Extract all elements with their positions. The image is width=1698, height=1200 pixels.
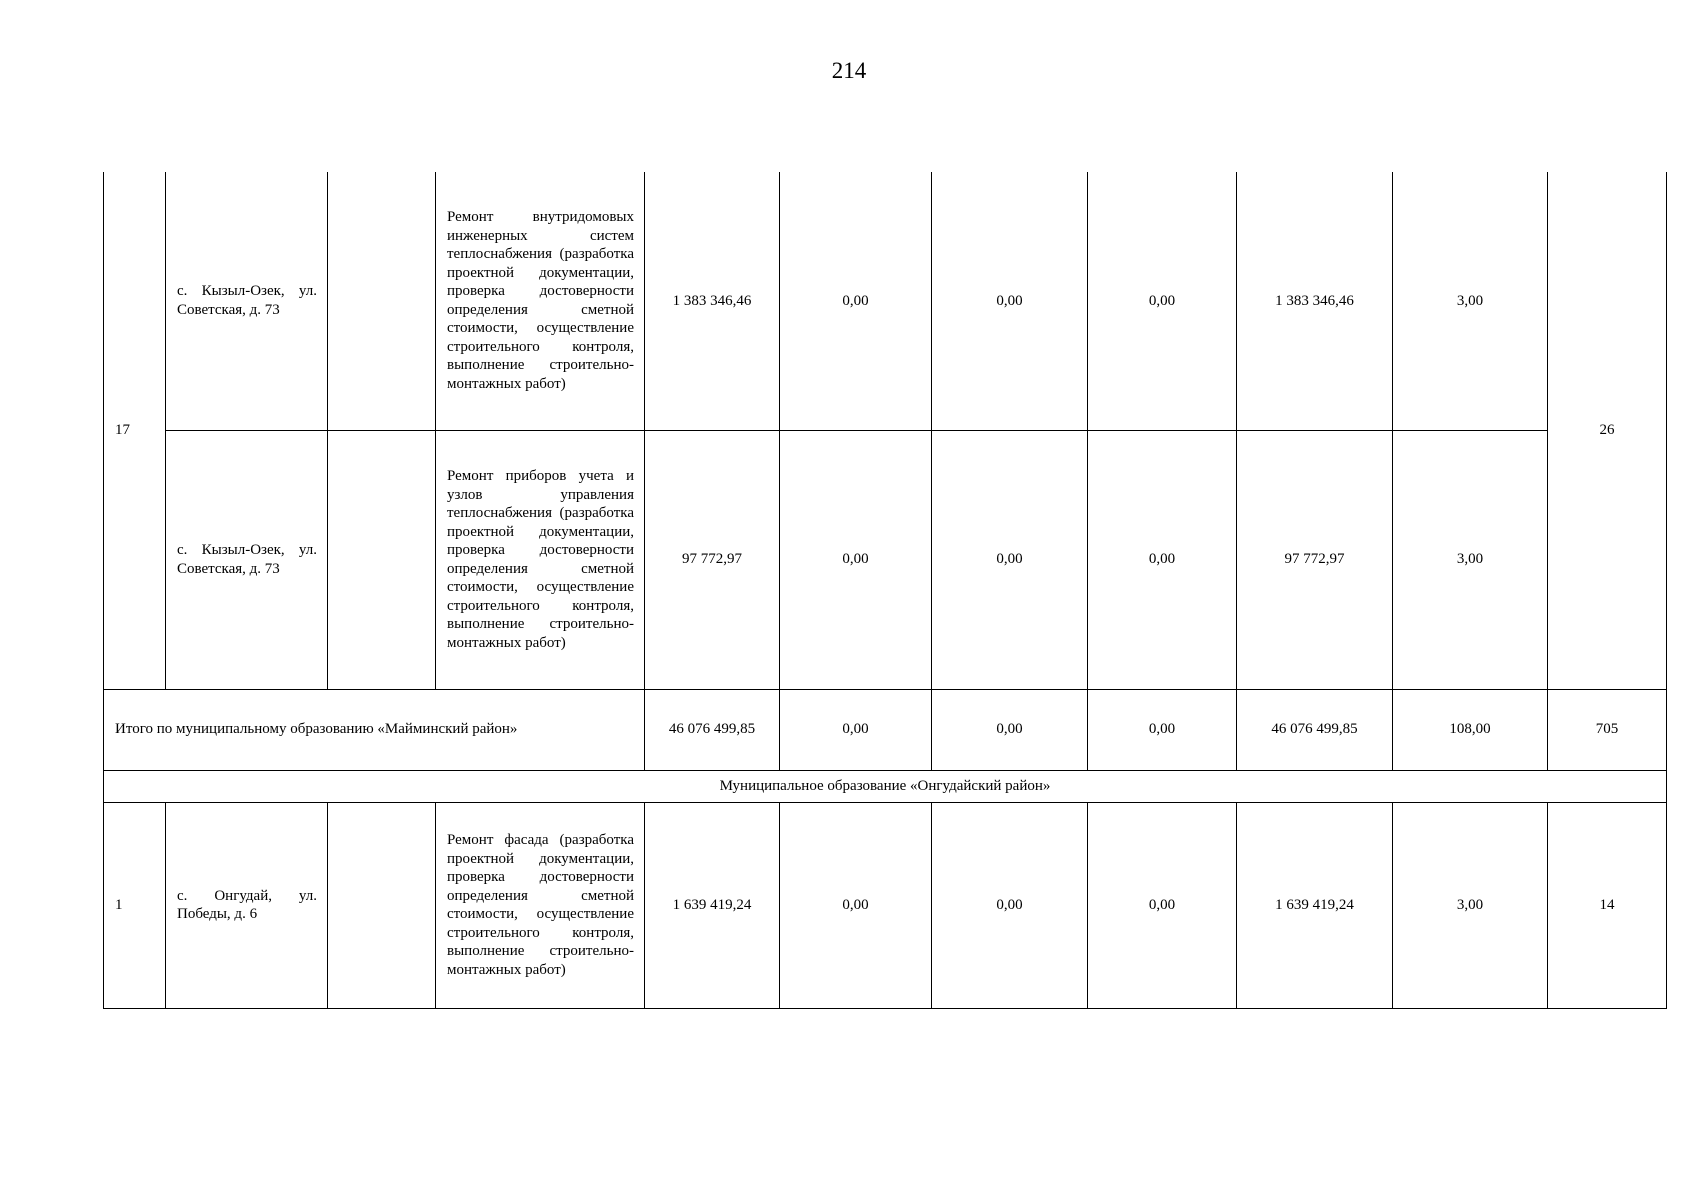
address-cell: с. Кызыл-Озек, ул. Советская, д. 73: [166, 430, 328, 689]
total-value-cell: 705: [1548, 689, 1667, 770]
table-row: [104, 802, 1667, 1008]
value-cell: 1 383 346,46: [1237, 172, 1393, 430]
address-cell: с. Онгудай, ул. Победы, д. 6: [166, 802, 328, 1008]
value-cell: 0,00: [780, 430, 932, 689]
work-description-cell: Ремонт внутридомовых инженерных систем теплоснабжения (разработка проектной документации, проверка достоверности определения сметной стоимости, осуществление строительного контроля, выполнение строительно-монтажных работ): [436, 172, 645, 430]
work-description-cell: Ремонт приборов учета и узлов управления теплоснабжения (разработка проектной документации, проверка достоверности определения сметной стоимости, осуществление строительного контроля, выполнение строительно-монтажных работ): [436, 430, 645, 689]
table-row: [104, 430, 1667, 689]
value-cell: 0,00: [932, 802, 1088, 1008]
empty-cell: [328, 172, 436, 430]
total-value-cell: 46 076 499,85: [1237, 689, 1393, 770]
value-cell: 0,00: [780, 172, 932, 430]
total-value-cell: 108,00: [1393, 689, 1548, 770]
row-number-cell: 17: [104, 172, 166, 689]
value-cell: 3,00: [1393, 430, 1548, 689]
value-cell: 0,00: [780, 802, 932, 1008]
value-cell: 0,00: [1088, 172, 1237, 430]
value-cell: 97 772,97: [1237, 430, 1393, 689]
value-cell: 0,00: [932, 172, 1088, 430]
total-value-cell: 0,00: [1088, 689, 1237, 770]
row-number-cell: 1: [104, 802, 166, 1008]
total-cost-cell: 1 383 346,46: [645, 172, 780, 430]
total-label: Итого по муниципальному образованию «Майминский район»: [104, 689, 645, 770]
repair-register-table: [103, 172, 1667, 1009]
total-value-cell: 46 076 499,85: [645, 689, 780, 770]
page-number: 214: [831, 58, 867, 83]
value-cell: 0,00: [1088, 430, 1237, 689]
total-value-cell: 0,00: [780, 689, 932, 770]
value-cell: 0,00: [932, 430, 1088, 689]
section-title: Муниципальное образование «Онгудайский район»: [104, 770, 1667, 802]
value-cell: 1 639 419,24: [1237, 802, 1393, 1008]
empty-cell: [328, 430, 436, 689]
total-cost-cell: 97 772,97: [645, 430, 780, 689]
total-value-cell: 0,00: [932, 689, 1088, 770]
total-row: [104, 689, 1667, 770]
count-cell: 14: [1548, 802, 1667, 1008]
total-cost-cell: 1 639 419,24: [645, 802, 780, 1008]
table-row: [104, 172, 1667, 430]
address-cell: с. Кызыл-Озек, ул. Советская, д. 73: [166, 172, 328, 430]
count-cell: 26: [1548, 172, 1667, 689]
value-cell: 0,00: [1088, 802, 1237, 1008]
section-header-row: [104, 770, 1667, 802]
work-description-cell: Ремонт фасада (разработка проектной документации, проверка достоверности определения сметной стоимости, осуществление строительного контроля, выполнение строительно-монтажных работ): [436, 802, 645, 1008]
empty-cell: [328, 802, 436, 1008]
value-cell: 3,00: [1393, 802, 1548, 1008]
value-cell: 3,00: [1393, 172, 1548, 430]
